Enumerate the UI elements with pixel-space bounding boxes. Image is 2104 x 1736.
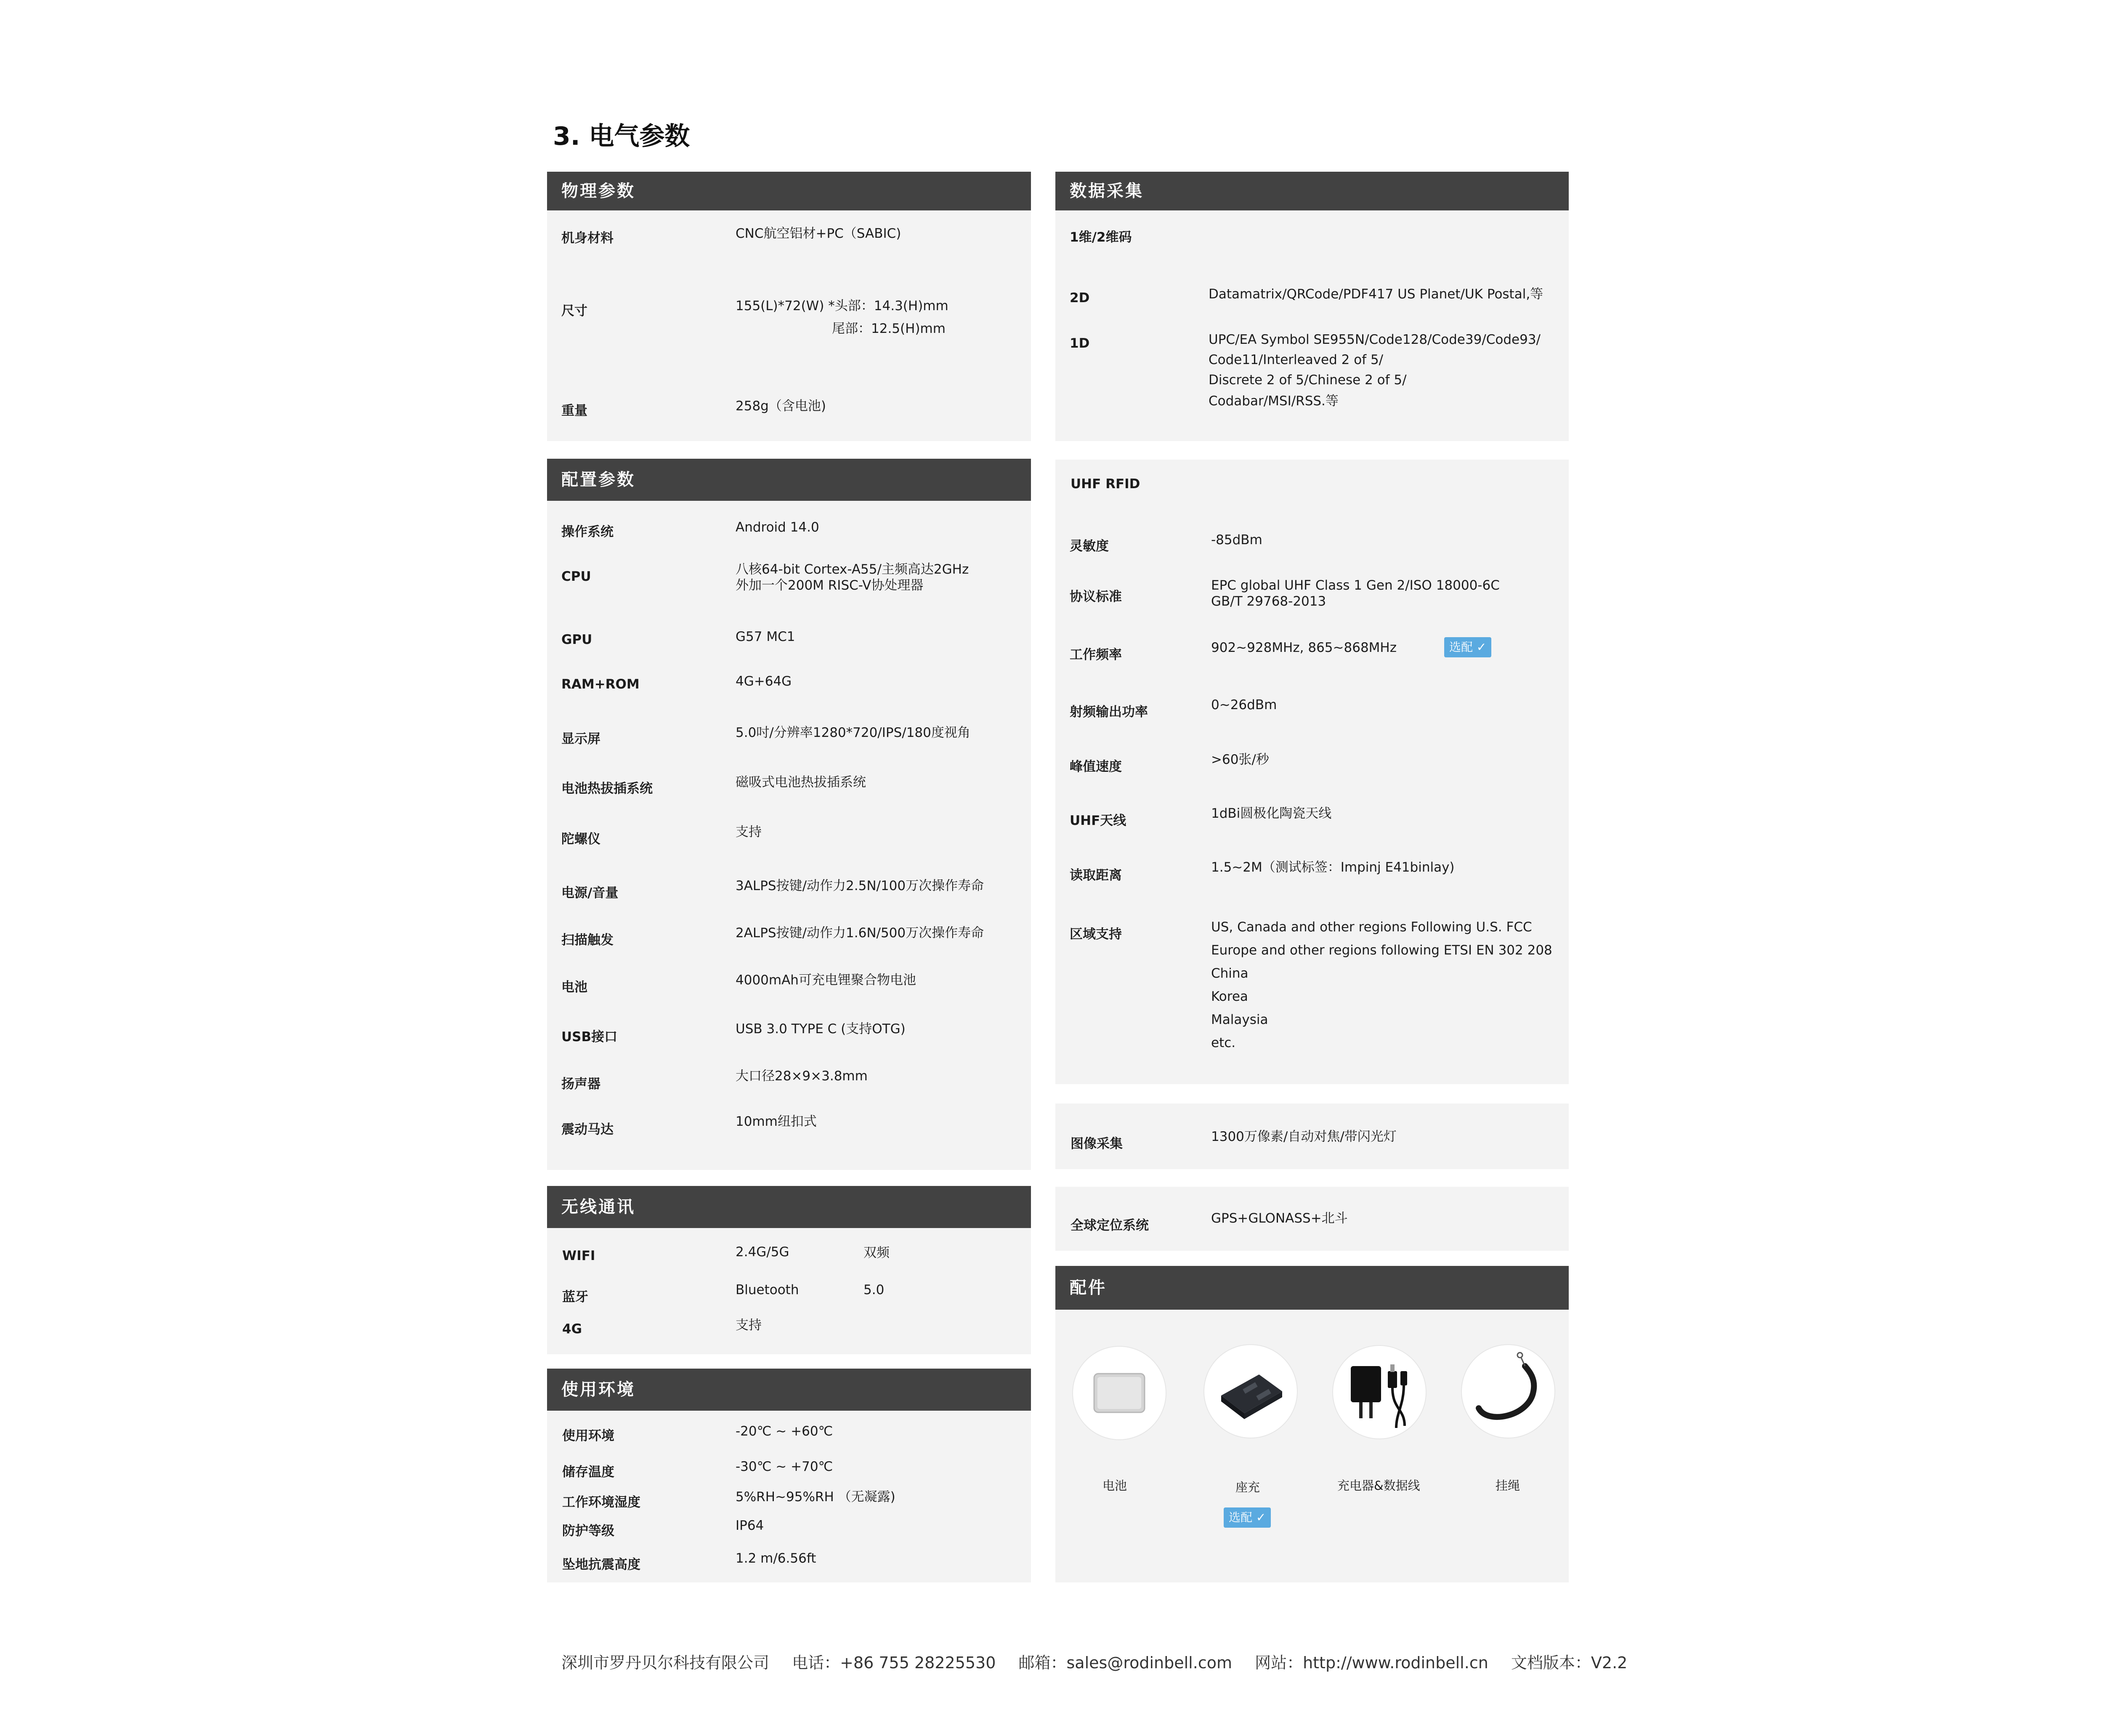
spec-label: USB接口 bbox=[561, 1029, 618, 1045]
spec-value: 支持 bbox=[736, 1318, 762, 1333]
spec-value: Europe and other regions following ETSI EN 302 208 bbox=[1211, 943, 1552, 958]
charging-cradle-icon bbox=[1204, 1345, 1297, 1438]
spec-label: 扬声器 bbox=[561, 1077, 600, 1092]
spec-label: 工作频率 bbox=[1070, 647, 1122, 662]
spec-label: 重量 bbox=[561, 403, 587, 418]
spec-label: 协议标准 bbox=[1070, 589, 1122, 604]
spec-label: 电池 bbox=[561, 980, 587, 995]
footer bbox=[561, 1650, 1645, 1673]
spec-label: 读取距离 bbox=[1070, 868, 1122, 883]
spec-value: 1dBi圆极化陶瓷天线 bbox=[1211, 806, 1332, 821]
footer-email[interactable]: 邮箱：sales@rodinbell.com bbox=[1018, 1654, 1232, 1672]
spec-value: 支持 bbox=[736, 824, 762, 840]
spec-value: 大口径28×9×3.8mm bbox=[736, 1069, 868, 1084]
spec-label: WIFI bbox=[562, 1248, 595, 1263]
spec-value: Datamatrix/QRCode/PDF417 US Planet/UK Postal,等 bbox=[1209, 287, 1543, 302]
spec-value: 10mm纽扣式 bbox=[736, 1114, 817, 1129]
spec-value: >60张/秒 bbox=[1211, 752, 1269, 767]
spec-value: 155(L)*72(W) *头部：14.3(H)mm bbox=[736, 298, 948, 314]
spec-value-line2: GB/T 29768-2013 bbox=[1211, 594, 1326, 609]
environment-panel bbox=[547, 1369, 1031, 1582]
spec-value: G57 MC1 bbox=[736, 629, 795, 644]
physical-params-panel bbox=[547, 172, 1031, 441]
spec-value: Korea bbox=[1211, 989, 1248, 1004]
footer-version: 文档版本：V2.2 bbox=[1511, 1654, 1628, 1672]
spec-label: 电源/音量 bbox=[561, 885, 619, 901]
environment-header: 使用环境 bbox=[547, 1369, 1031, 1411]
accessory-lanyard bbox=[1461, 1344, 1555, 1438]
spec-label: 储存温度 bbox=[562, 1465, 614, 1480]
charger-cable-icon bbox=[1333, 1346, 1426, 1438]
spec-label: 震动马达 bbox=[561, 1122, 614, 1137]
spec-value: 1300万像素/自动对焦/带闪光灯 bbox=[1211, 1129, 1397, 1144]
accessory-battery bbox=[1072, 1346, 1166, 1440]
spec-label: 工作环境湿度 bbox=[562, 1495, 640, 1510]
spec-value: Code11/Interleaved 2 of 5/ bbox=[1209, 352, 1384, 367]
accessory-label: 充电器&数据线 bbox=[1337, 1478, 1420, 1493]
config-params-panel bbox=[547, 459, 1031, 1170]
spec-value: China bbox=[1211, 966, 1249, 981]
spec-label: 图像采集 bbox=[1071, 1136, 1123, 1151]
spec-value: 3ALPS按键/动作力2.5N/100万次操作寿命 bbox=[736, 878, 984, 893]
accessory-label: 挂绳 bbox=[1496, 1478, 1520, 1493]
spec-label: 全球定位系统 bbox=[1071, 1218, 1149, 1233]
spec-label: 4G bbox=[562, 1321, 582, 1337]
spec-label: 灵敏度 bbox=[1070, 539, 1109, 554]
spec-value: Codabar/MSI/RSS.等 bbox=[1209, 393, 1339, 409]
spec-value: 八核64-bit Cortex-A55/主频高达2GHz bbox=[736, 562, 969, 577]
spec-label: 显示屏 bbox=[561, 731, 600, 747]
spec-value: UPC/EA Symbol SE955N/Code128/Code39/Code93/ bbox=[1209, 332, 1541, 347]
spec-value: Android 14.0 bbox=[736, 520, 819, 535]
spec-label: 陀螺仪 bbox=[561, 832, 600, 847]
spec-value: 0~26dBm bbox=[1211, 697, 1277, 712]
accessory-cradle bbox=[1203, 1344, 1298, 1438]
gps-panel bbox=[1055, 1187, 1569, 1251]
spec-label: 机身材料 bbox=[561, 231, 614, 246]
spec-value: 258g（含电池) bbox=[736, 399, 826, 414]
accessories-header: 配件 bbox=[1055, 1266, 1569, 1310]
spec-value: 902~928MHz, 865~868MHz bbox=[1211, 640, 1397, 655]
spec-label: UHF天线 bbox=[1070, 813, 1126, 828]
spec-value: 4000mAh可充电锂聚合物电池 bbox=[736, 973, 916, 988]
optional-badge: 选配 ✓ bbox=[1444, 637, 1491, 657]
spec-value: -85dBm bbox=[1211, 532, 1262, 548]
spec-value: 2ALPS按键/动作力1.6N/500万次操作寿命 bbox=[736, 925, 984, 941]
spec-value: -30℃ ~ +70℃ bbox=[736, 1459, 833, 1474]
lanyard-icon bbox=[1462, 1345, 1554, 1438]
optional-badge: 选配 ✓ bbox=[1224, 1507, 1271, 1528]
spec-label: 操作系统 bbox=[561, 524, 614, 540]
spec-value: 5%RH~95%RH （无凝露) bbox=[736, 1489, 895, 1505]
spec-label: 蓝牙 bbox=[562, 1289, 588, 1305]
accessory-charger bbox=[1332, 1345, 1427, 1439]
spec-value: EPC global UHF Class 1 Gen 2/ISO 18000-6C bbox=[1211, 578, 1500, 593]
config-params-header: 配置参数 bbox=[547, 459, 1031, 501]
spec-label: 区域支持 bbox=[1070, 927, 1122, 942]
footer-company: 深圳市罗丹贝尔科技有限公司 bbox=[561, 1654, 770, 1672]
spec-value: 磁吸式电池热拔插系统 bbox=[736, 775, 866, 790]
spec-value: Bluetooth bbox=[736, 1282, 799, 1297]
spec-value: 4G+64G bbox=[736, 674, 792, 689]
spec-extra: 双频 bbox=[863, 1245, 890, 1260]
spec-value: -20℃ ~ +60℃ bbox=[736, 1424, 833, 1439]
battery-icon bbox=[1073, 1347, 1166, 1439]
wireless-panel bbox=[547, 1186, 1031, 1354]
spec-value: IP64 bbox=[736, 1518, 764, 1533]
spec-label: 使用环境 bbox=[562, 1428, 614, 1444]
spec-value-line2: 外加一个200M RISC-V协处理器 bbox=[736, 578, 924, 593]
spec-value: 1.5~2M（测试标签：Impinj E41binlay) bbox=[1211, 860, 1455, 875]
spec-label: CPU bbox=[561, 569, 591, 584]
spec-label: 射频输出功率 bbox=[1070, 705, 1148, 720]
wireless-header: 无线通讯 bbox=[547, 1186, 1031, 1228]
footer-phone: 电话：+86 755 28225530 bbox=[792, 1654, 996, 1672]
spec-value: Discrete 2 of 5/Chinese 2 of 5/ bbox=[1209, 372, 1407, 388]
spec-label: 坠地抗震高度 bbox=[562, 1557, 640, 1572]
spec-label: 峰值速度 bbox=[1070, 759, 1122, 774]
spec-value: CNC航空铝材+PC（SABIC) bbox=[736, 226, 901, 241]
spec-value-line2: 尾部：12.5(H)mm bbox=[832, 321, 946, 336]
spec-extra: 5.0 bbox=[863, 1282, 885, 1297]
physical-params-header: 物理参数 bbox=[547, 172, 1031, 210]
data-capture-header: 数据采集 bbox=[1055, 172, 1569, 210]
spec-label: 电池热拔插系统 bbox=[561, 781, 653, 796]
spec-value: USB 3.0 TYPE C (支持OTG) bbox=[736, 1021, 906, 1037]
footer-website[interactable]: 网站：http://www.rodinbell.cn bbox=[1255, 1654, 1488, 1672]
spec-label: 防护等级 bbox=[562, 1523, 614, 1539]
uhf-rfid-title: UHF RFID bbox=[1071, 476, 1140, 492]
spec-label: 1D bbox=[1070, 336, 1090, 351]
spec-label: 扫描触发 bbox=[561, 933, 614, 948]
spec-value: Malaysia bbox=[1211, 1012, 1268, 1027]
accessory-label: 电池 bbox=[1102, 1478, 1127, 1493]
spec-label: 2D bbox=[1070, 290, 1090, 306]
camera-panel bbox=[1055, 1103, 1569, 1169]
data-capture-subtitle: 1维/2维码 bbox=[1070, 230, 1132, 245]
spec-value: etc. bbox=[1211, 1035, 1236, 1050]
uhf-rfid-panel bbox=[1055, 460, 1569, 1084]
accessory-label: 座充 bbox=[1235, 1480, 1260, 1494]
spec-label: RAM+ROM bbox=[561, 677, 640, 692]
data-capture-panel bbox=[1055, 172, 1569, 441]
accessories-panel bbox=[1055, 1266, 1569, 1582]
spec-value: US, Canada and other regions Following U.S. FCC bbox=[1211, 920, 1532, 935]
spec-label: 尺寸 bbox=[561, 303, 587, 319]
section-title: 3. 电气参数 bbox=[553, 122, 690, 151]
spec-value: GPS+GLONASS+北斗 bbox=[1211, 1211, 1348, 1226]
spec-value: 1.2 m/6.56ft bbox=[736, 1551, 816, 1566]
spec-label: GPU bbox=[561, 632, 592, 647]
spec-value: 2.4G/5G bbox=[736, 1244, 789, 1260]
spec-value: 5.0吋/分辨率1280*720/IPS/180度视角 bbox=[736, 725, 970, 740]
